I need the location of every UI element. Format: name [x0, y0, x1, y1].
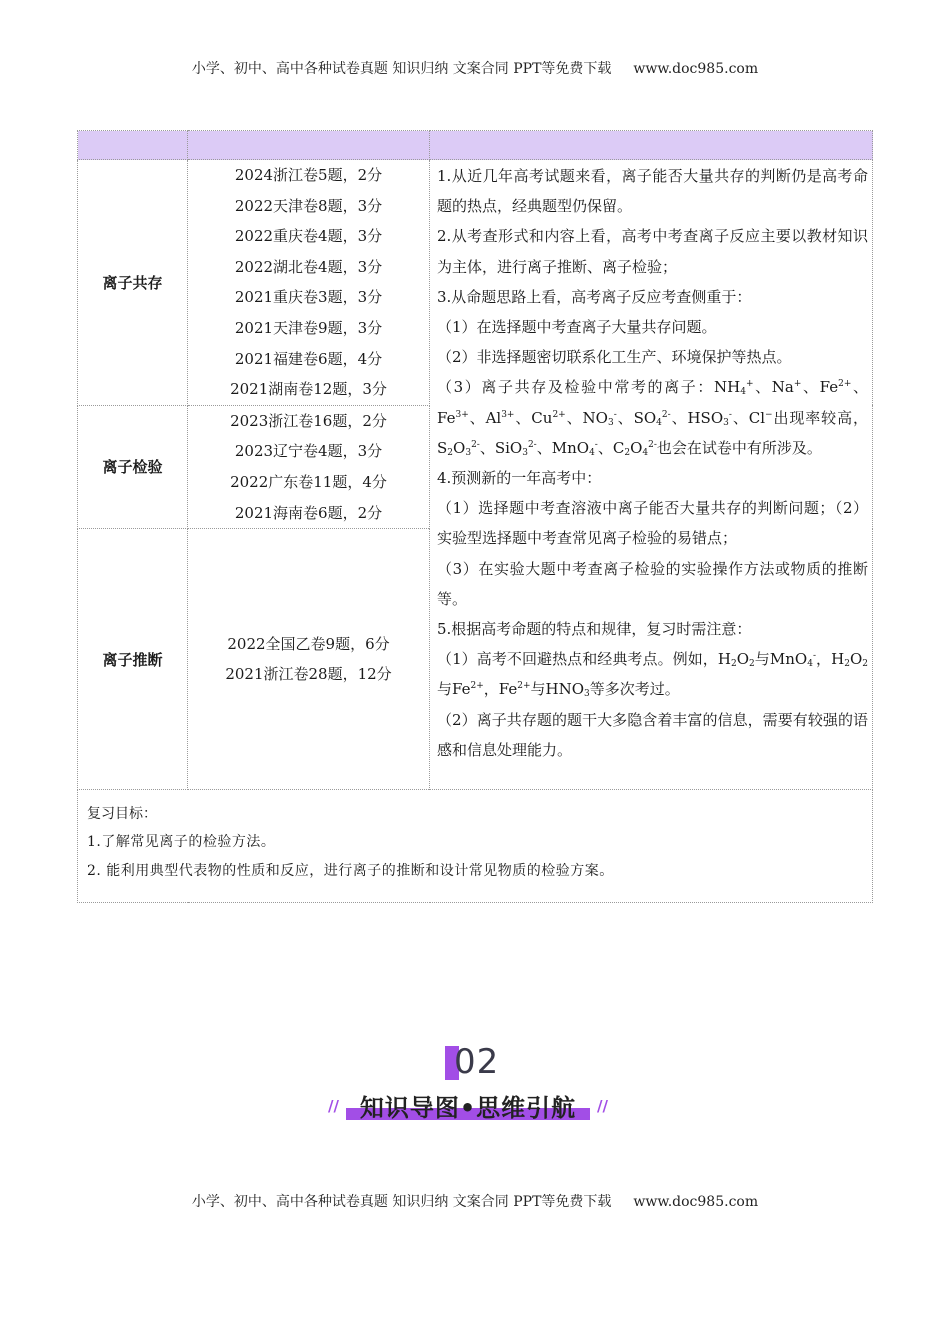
exam-item: 2021重庆卷3题，3分	[234, 288, 383, 307]
section-title: 知识导图•思维引航	[346, 1093, 590, 1123]
topic-cell: 离子推断	[78, 529, 188, 790]
table-row	[78, 160, 873, 406]
analysis-paragraph: 1.从近几年高考试题来看，离子能否大量共存的判断仍是高考命题的热点，经典题型仍保留。	[437, 167, 868, 216]
exam-item: 2021福建卷6题，4分	[234, 349, 383, 368]
goals-title: 复习目标：	[87, 806, 157, 823]
example-paragraph: （1）高考不回避热点和经典考点。例如，$H_2O_2$与MnO$_4$-，$H_2O_2$与$Fe^{2+}$，$Fe^{2+}$与$HNO_3$等多次考过。	[437, 650, 868, 700]
exam-list-cell	[188, 160, 430, 406]
analysis-paragraph: （3）在实验大题中考查离子检验的实验操作方法或物质的推断等。	[437, 559, 868, 608]
exam-item: 2021天津卷9题，3分	[234, 318, 383, 337]
slash-decoration-right: //	[597, 1097, 608, 1115]
slash-decoration-left: //	[328, 1097, 339, 1115]
topic-cell: 离子共存	[78, 160, 188, 406]
exam-item: 2022重庆卷4题，3分	[234, 227, 383, 246]
exam-list-cell	[188, 529, 430, 790]
analysis-paragraph: 5.根据高考命题的特点和规律，复习时需注意：	[437, 620, 752, 639]
goals-row	[78, 790, 873, 903]
exam-item: 2022天津卷8题，3分	[234, 196, 383, 215]
footer-text: 小学、初中、高中各种试卷真题 知识归纳 文案合同 PPT等免费下载	[191, 1194, 612, 1210]
analysis-paragraph: 4.预测新的一年高考中：	[437, 469, 602, 488]
exam-item: 2021浙江卷28题，12分	[225, 665, 392, 684]
header-text: 小学、初中、高中各种试卷真题 知识归纳 文案合同 PPT等免费下载	[191, 61, 612, 77]
analysis-paragraph: 2.从考查形式和内容上看，高考中考查离子反应主要以教材知识为主体，进行离子推断、离子检验；	[437, 227, 868, 276]
exam-item: 2021湖南卷12题，3分	[230, 380, 387, 399]
goal-item: 1.了解常见离子的检验方法。	[87, 834, 276, 851]
topic-cell: 离子检验	[78, 405, 188, 528]
section-number: 02	[445, 1042, 505, 1082]
analysis-cell	[430, 160, 873, 790]
page-footer	[0, 1191, 950, 1211]
exam-item: 2021海南卷6题，2分	[234, 503, 383, 522]
analysis-paragraph: （1）在选择题中考查离子大量共存问题。	[437, 318, 717, 337]
review-goals-cell	[78, 790, 873, 903]
exam-item: 2024浙江卷5题，2分	[234, 166, 383, 184]
exam-item: 2023辽宁卷4题，3分	[234, 442, 383, 461]
exam-list-cell	[188, 405, 430, 528]
analysis-paragraph: （2）非选择题密切联系化工生产、环境保护等热点。	[437, 348, 792, 367]
table-header-row	[78, 131, 873, 160]
exam-item: 2022湖北卷4题，3分	[234, 257, 383, 276]
exam-item: 2022广东卷11题，4分	[230, 472, 387, 491]
analysis-paragraph: （2）离子共存题的题干大多隐含着丰富的信息，需要有较强的语感和信息处理能力。	[437, 710, 868, 759]
analysis-paragraph: （1）选择题中考查溶液中离子能否大量共存的判断问题；（2）实验型选择题中考查常见离子检验的易错点；	[437, 499, 868, 548]
analysis-paragraph: 3.从命题思路上看，高考离子反应考查侧重于：	[437, 287, 752, 306]
exam-item: 2023浙江卷16题，2分	[230, 411, 387, 430]
header-url: www.doc985.com	[633, 61, 759, 77]
goal-item: 2. 能利用典型代表物的性质和反应，进行离子的推断和设计常见物质的检验方案。	[87, 863, 614, 880]
footer-url: www.doc985.com	[633, 1194, 759, 1210]
exam-item: 2022全国乙卷9题，6分	[227, 634, 390, 653]
ion-list-paragraph: （3）离子共存及检验中常考的离子：$NH_4^+$、Na+、$Fe^{2+}$、$Fe^{3+}$、$Al^{3+}$、$Cu^{2+}$、$NO_3^-$、$SO_4^{2-}$、$HSO_3^-$、Cl−出现率较高，$S_2O_3^{2-}$、SiO$_3^{2-}$、MnO$_4$-、$C_2O_4^{2-}$也会在试卷中有所涉及。	[437, 378, 868, 458]
exam-analysis-table	[77, 130, 873, 903]
page-header	[0, 58, 950, 78]
